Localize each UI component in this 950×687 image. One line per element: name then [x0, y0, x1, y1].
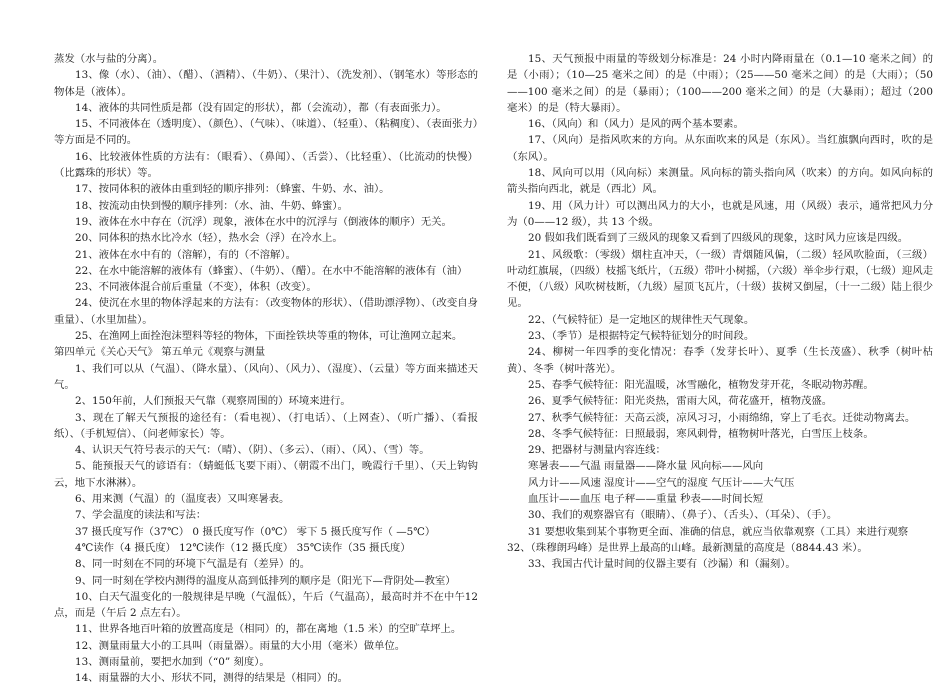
left-paragraph: 24、使沉在水里的物体浮起来的方法有：（改变物体的形状）、（借助漂浮物）、（改变自身重量）、（水里加盐）。 [54, 297, 478, 326]
left-paragraph: 10、白天气温变化的一般规律是早晚（气温低），午后（气温高），最高时并不在中午12 点，而是（午后 2 点左右）。 [54, 590, 478, 620]
right-paragraph: 21、风级歌：（零级）烟柱直冲天，（一级）青烟随风偏，（二级）轻风吹脸面，（三级）叶动红旗展，（四级）枝摇飞纸片，（五级）带叶小树摇，（六级）举伞步行艰，（七级）迎风走不便，（八级）风吹树枝断，（九级）屋顶飞瓦片，（十级）拔树又倒屋，（十一二级）陆上很少见。 [507, 248, 933, 310]
left-paragraph: 22、在水中能溶解的液体有（蜂蜜）、（牛奶）、（醋）。在水中不能溶解的液体有（油） [75, 264, 468, 277]
left-paragraph: 蒸发（水与盐的分离）。 [54, 53, 164, 65]
right-paragraph: 26、夏季气候特征：阳光炎热，雷雨大风，荷花盛开，植物茂盛。 [528, 395, 833, 408]
left-paragraph: 第四单元《关心天气》 第五单元《观察与测量 [54, 346, 266, 359]
right-paragraph: 24、柳树一年四季的变化情况：春季（发芽长叶）、夏季（生长茂盛）、秋季（树叶枯黄）、冬季（树叶落光）。 [507, 346, 933, 375]
left-paragraph: 18、按流动由快到慢的顺序排列：（水、油、牛奶、蜂蜜）。 [75, 199, 348, 212]
left-paragraph: 12、测量雨量大小的工具叫（雨量器）。雨量的大小用（毫米）做单位。 [75, 639, 406, 652]
left-paragraph: 9、同一时刻在学校内测得的温度从高到低排列的顺序是（阳光下—背阴处—教室） [75, 574, 456, 587]
right-paragraph: 血压计——血压 电子秤——重量 秒表——时间长短 [528, 493, 764, 506]
left-paragraph: 3、现在了解天气预报的途径有：（看电视）、（打电话）、（上网查）、（听广播）、（看报纸）、（手机短信）、（问老师家长）等。 [54, 411, 478, 440]
right-paragraph: 28、冬季气候特征：日照最弱，寒风刺骨，植物树叶落光，白雪压上枝条。 [528, 427, 874, 440]
right-paragraph: 17、（风向）是指风吹来的方向。从东面吹来的风是（东风）。当红旗飘向西时，吹的是（东风）。 [507, 134, 933, 163]
left-paragraph: 15、不同液体在（透明度）、（颜色）、（气味）、（味道）、（轻重）、（粘稠度）、（表面张力）等方面是不同的。 [54, 118, 478, 147]
right-column [507, 51, 933, 573]
right-paragraph: 30、我们的观察器官有（眼睛）、（鼻子）、（舌头）、（耳朵）、（手）。 [528, 509, 838, 522]
left-paragraph: 13、测雨量前，要把水加到（“0” 刻度）。 [75, 655, 270, 668]
right-paragraph: 18、风向可以用（风向标）来测量。风向标的箭头指向风（吹来）的方向。如风向标的箭头指向西北，就是（西北）风。 [507, 167, 933, 196]
right-paragraph: 32、（珠穆朗玛峰）是世界上最高的山峰。最新测量的高度是（8844.43 米）。 [507, 541, 868, 554]
left-paragraph: 8、同一时刻在不同的环境下气温是有（差异）的。 [75, 558, 311, 571]
left-paragraph: 37 摄氏度写作（37℃） 0 摄氏度写作（0℃） 零下 5 摄氏度写作（ —5℃） [75, 525, 436, 538]
right-paragraph: 27、秋季气候特征：天高云淡，凉风习习，小雨绵绵，穿上了毛衣。迁徙动物离去。 [528, 411, 916, 424]
left-paragraph: 1、我们可以从（气温）、（降水量）、（风向）、（风力）、（湿度）、（云量）等方面来描述天气。 [54, 362, 478, 391]
right-paragraph: 15、天气预报中雨量的等级划分标准是：24 小时内降雨量在（0.1—10 毫米之间）的是（小雨）；（10—25 毫米之间）的是（中雨）；（25——50 毫米之间）的是（大雨）；（50——100 毫米之间）的是（暴雨）；（100——200 毫米之间）的是（大暴雨）；超过（200 毫米）的是（特大暴雨）。 [507, 53, 933, 114]
right-paragraph: 31 要想收集到某个事物更全面、准确的信息，就应当依靠观察（工具）来进行观察 [528, 525, 909, 538]
left-paragraph: 4、认识天气符号表示的天气：（晴）、（阴）、（多云）、（雨）、（风）、（雪）等。 [75, 444, 430, 457]
left-paragraph: 14、雨量器的大小、形状不同，测得的结果是（相同）的。 [75, 672, 348, 685]
left-paragraph: 4℃读作（4 摄氏度） 12℃读作（12 摄氏度） 35℃读作（35 摄氏度） [75, 541, 411, 554]
left-paragraph: 14、液体的共同性质是都（没有固定的形状），都（会流动），都（有表面张力）。 [75, 101, 447, 114]
left-paragraph: 7、学会温度的读法和写法： [75, 509, 207, 522]
left-paragraph: 20、同体积的热水比冷水（轻），热水会（浮）在冷水上。 [75, 232, 343, 245]
left-column [54, 51, 478, 687]
left-paragraph: 25、在渔网上面拴泡沫塑料等轻的物体，下面拴铁块等重的物体，可让渔网立起来。 [75, 330, 463, 343]
right-paragraph: 29、把器材与测量内容连线： [528, 444, 666, 457]
right-paragraph: 23、（季节）是根据特定气候特征划分的时间段。 [528, 330, 755, 343]
left-paragraph: 5、能预报天气的谚语有：（蜻蜓低飞要下雨）、（朝霞不出门，晚霞行千里）、（天上钩钩云，地下水淋淋）。 [54, 460, 478, 489]
left-paragraph: 6、用来测（气温）的（温度表）又叫寒暑表。 [75, 493, 290, 506]
right-paragraph: 19、用（风力计）可以测出风力的大小，也就是风速，用（风级）表示，通常把风力分为（0——12 级），共 13 个级。 [507, 199, 933, 228]
right-paragraph: 寒暑表——气温 雨量器——降水量 风向标——风向 [528, 460, 764, 473]
left-paragraph: 23、不同液体混合前后重量（不变），体积（改变）。 [75, 281, 317, 294]
left-paragraph: 2、150年前，人们预报天气靠（观察周围的）环境来进行。 [75, 395, 351, 408]
right-paragraph: 25、春季气候特征：阳光温暖，冰雪融化，植物发芽开花，冬眠动物苏醒。 [528, 378, 874, 391]
left-paragraph: 16、比较液体性质的方法有：（眼看）、（鼻闻）、（舌尝）、（比轻重）、（比流动的快慢）（比露珠的形状）等。 [54, 150, 478, 180]
right-paragraph: 16、（风向）和（风力）是风的两个基本要素。 [528, 118, 744, 131]
left-paragraph: 19、液体在水中存在（沉浮）现象，液体在水中的沉浮与（倒液体的顺序）无关。 [75, 215, 452, 228]
left-paragraph: 21、液体在水中有的（溶解），有的（不溶解）。 [75, 248, 297, 261]
left-paragraph: 13、像（水）、（油）、（醋）、（酒精）、（牛奶）、（果汁）、（洗发剂）、（钢笔水）等形态的物体是（液体）。 [54, 69, 478, 98]
left-paragraph: 17、按同体积的液体由重到轻的顺序排列：（蜂蜜、牛奶、水、油）。 [75, 183, 390, 196]
right-paragraph: 风力计——风速 湿度计——空气的湿度 气压计——大气压 [528, 476, 795, 489]
right-paragraph: 33、我国古代计量时间的仪器主要有（沙漏）和（漏刻）。 [528, 558, 796, 571]
right-paragraph: 22、（气候特征）是一定地区的规律性天气现象。 [528, 313, 755, 326]
left-paragraph: 11、世界各地百叶箱的放置高度是（相同）的，都在离地（1.5 米）的空旷草坪上。 [75, 623, 462, 636]
right-paragraph: 20 假如我们既看到了三级风的现象又看到了四级风的现象，这时风力应该是四级。 [528, 232, 909, 245]
